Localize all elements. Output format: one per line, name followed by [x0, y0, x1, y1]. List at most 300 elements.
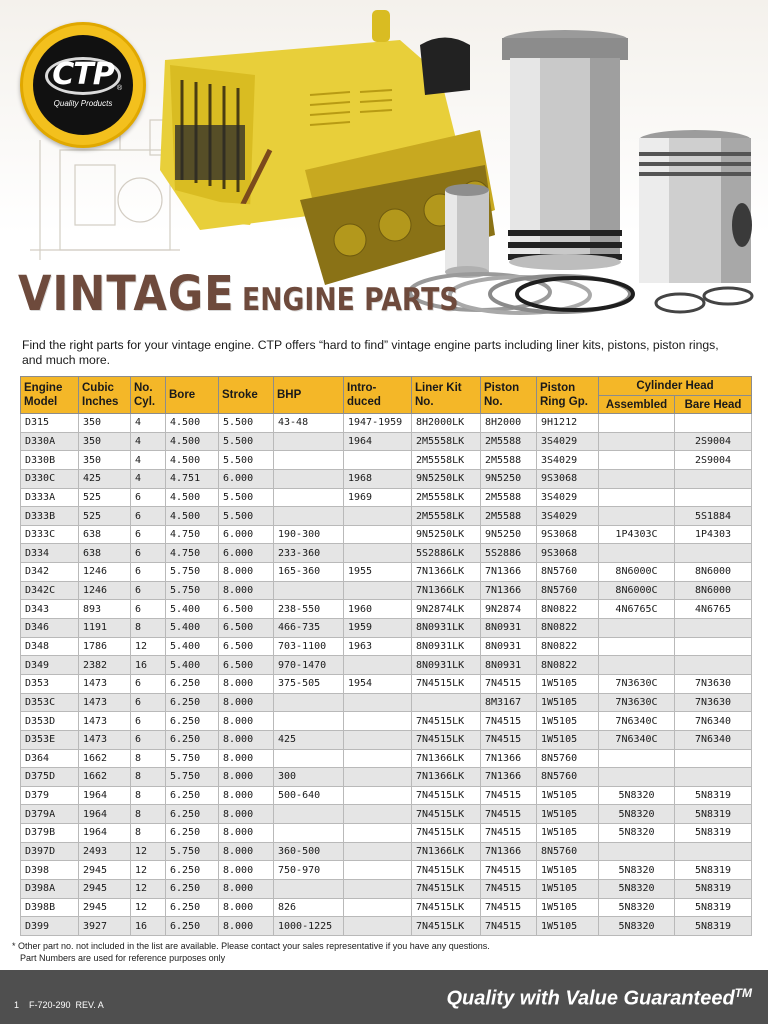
cell-liner-kit: 2M5558LK	[412, 432, 481, 451]
cell-no-cyl: 8	[131, 768, 166, 787]
cell-assembled	[599, 619, 675, 638]
cell-bore: 5.750	[166, 749, 219, 768]
cell-bore: 6.250	[166, 917, 219, 936]
cell-stroke: 8.000	[219, 581, 274, 600]
cell-stroke: 8.000	[219, 842, 274, 861]
cell-liner-kit: 7N4515LK	[412, 824, 481, 843]
cell-assembled	[599, 488, 675, 507]
cell-assembled: 7N6340C	[599, 730, 675, 749]
cell-piston: 7N4515	[481, 898, 537, 917]
cell-piston-ring: 8N0822	[537, 600, 599, 619]
cell-bore: 4.500	[166, 414, 219, 433]
cell-piston: 2M5588	[481, 507, 537, 526]
col-header-cylinder-head: Cylinder Head	[599, 377, 752, 396]
cell-stroke: 8.000	[219, 917, 274, 936]
cell-bore: 6.250	[166, 786, 219, 805]
table-row	[21, 768, 752, 787]
cell-piston: 7N4515	[481, 730, 537, 749]
cell-bore: 4.500	[166, 488, 219, 507]
cell-bore: 5.750	[166, 581, 219, 600]
table-row	[21, 749, 752, 768]
cell-bare-head	[675, 749, 752, 768]
cell-stroke: 8.000	[219, 693, 274, 712]
cell-bare-head	[675, 656, 752, 675]
cell-bhp	[274, 824, 344, 843]
cell-piston-ring: 9H1212	[537, 414, 599, 433]
cell-bore: 6.250	[166, 693, 219, 712]
cell-engine-model: D333B	[21, 507, 79, 526]
table-row	[21, 656, 752, 675]
cell-bare-head: 7N3630	[675, 674, 752, 693]
cell-stroke: 6.500	[219, 656, 274, 675]
cell-bore: 4.750	[166, 544, 219, 563]
cell-engine-model: D334	[21, 544, 79, 563]
cell-bare-head: 8N6000	[675, 563, 752, 582]
table-row	[21, 674, 752, 693]
cell-no-cyl: 6	[131, 544, 166, 563]
cell-assembled: 8N6000C	[599, 563, 675, 582]
footnote-line-1: * Other part no. not included in the list are available. Please contact your sales representative if you have any questions.	[12, 941, 490, 951]
cell-assembled	[599, 656, 675, 675]
table-row	[21, 414, 752, 433]
cell-bhp	[274, 432, 344, 451]
piston-pin-illustration	[445, 184, 489, 278]
col-header-assembled: Assembled	[599, 396, 675, 414]
cell-introduced	[344, 525, 412, 544]
cell-engine-model: D349	[21, 656, 79, 675]
cell-stroke: 8.000	[219, 730, 274, 749]
cell-no-cyl: 4	[131, 414, 166, 433]
footer-bar	[0, 970, 768, 1024]
cell-engine-model: D379	[21, 786, 79, 805]
cell-cubic-inches: 1246	[79, 581, 131, 600]
cell-no-cyl: 8	[131, 619, 166, 638]
cell-cubic-inches: 1473	[79, 674, 131, 693]
parts-table	[20, 376, 752, 936]
cell-assembled: 7N3630C	[599, 674, 675, 693]
cell-engine-model: D353E	[21, 730, 79, 749]
cell-cubic-inches: 1473	[79, 712, 131, 731]
cell-bore: 6.250	[166, 898, 219, 917]
cell-cubic-inches: 1964	[79, 805, 131, 824]
cell-engine-model: D342C	[21, 581, 79, 600]
cell-assembled	[599, 451, 675, 470]
cell-piston-ring: 8N5760	[537, 563, 599, 582]
cell-no-cyl: 6	[131, 581, 166, 600]
cell-introduced: 1968	[344, 469, 412, 488]
hero-banner	[0, 0, 768, 335]
cell-engine-model: D346	[21, 619, 79, 638]
cell-bare-head: 2S9004	[675, 432, 752, 451]
cell-engine-model: D333A	[21, 488, 79, 507]
table-row	[21, 861, 752, 880]
cell-liner-kit: 7N4515LK	[412, 917, 481, 936]
cell-bhp: 1000-1225	[274, 917, 344, 936]
cell-bhp: 165-360	[274, 563, 344, 582]
cell-piston-ring: 9S3068	[537, 525, 599, 544]
cell-stroke: 5.500	[219, 488, 274, 507]
cell-bare-head: 2S9004	[675, 451, 752, 470]
cell-bare-head: 8N6000	[675, 581, 752, 600]
cell-bhp: 233-360	[274, 544, 344, 563]
table-row	[21, 805, 752, 824]
cell-piston: 7N4515	[481, 824, 537, 843]
col-header-introduced: Intro-duced	[344, 377, 412, 414]
cell-piston-ring: 8N0822	[537, 637, 599, 656]
cell-piston: 2M5588	[481, 488, 537, 507]
cell-liner-kit: 7N4515LK	[412, 730, 481, 749]
cell-piston: 7N4515	[481, 861, 537, 880]
table-row	[21, 842, 752, 861]
col-header-no-cyl: No. Cyl.	[131, 377, 166, 414]
cell-piston-ring: 1W5105	[537, 917, 599, 936]
cell-piston-ring: 8N0822	[537, 619, 599, 638]
cell-stroke: 8.000	[219, 861, 274, 880]
cell-bare-head: 5N8319	[675, 786, 752, 805]
cell-engine-model: D353D	[21, 712, 79, 731]
cell-introduced: 1960	[344, 600, 412, 619]
table-row	[21, 824, 752, 843]
cell-stroke: 6.000	[219, 469, 274, 488]
table-row	[21, 637, 752, 656]
cell-bare-head	[675, 544, 752, 563]
col-header-engine-model: Engine Model	[21, 377, 79, 414]
logo-brand-text: CTP	[52, 57, 114, 92]
cell-no-cyl: 8	[131, 824, 166, 843]
cell-cubic-inches: 1964	[79, 786, 131, 805]
cell-no-cyl: 12	[131, 861, 166, 880]
table-row	[21, 600, 752, 619]
cell-piston-ring: 1W5105	[537, 880, 599, 899]
cell-liner-kit: 8N0931LK	[412, 619, 481, 638]
cell-cubic-inches: 2945	[79, 861, 131, 880]
cell-no-cyl: 6	[131, 693, 166, 712]
cell-no-cyl: 8	[131, 805, 166, 824]
table-row	[21, 451, 752, 470]
cell-piston-ring: 1W5105	[537, 693, 599, 712]
table-row	[21, 730, 752, 749]
cell-stroke: 6.000	[219, 544, 274, 563]
cell-introduced	[344, 730, 412, 749]
cell-cubic-inches: 525	[79, 507, 131, 526]
cell-piston: 8N0931	[481, 619, 537, 638]
cell-bare-head: 5N8319	[675, 805, 752, 824]
table-row	[21, 619, 752, 638]
cell-no-cyl: 12	[131, 898, 166, 917]
cell-bore: 4.500	[166, 432, 219, 451]
cell-engine-model: D315	[21, 414, 79, 433]
cylinder-liner-illustration	[502, 30, 628, 270]
cell-stroke: 8.000	[219, 786, 274, 805]
table-row	[21, 712, 752, 731]
cell-piston: 5S2886	[481, 544, 537, 563]
tractor-illustration	[160, 10, 495, 285]
cell-cubic-inches: 1964	[79, 824, 131, 843]
cell-engine-model: D342	[21, 563, 79, 582]
cell-piston-ring: 1W5105	[537, 712, 599, 731]
cell-bhp: 750-970	[274, 861, 344, 880]
cell-liner-kit: 9N2874LK	[412, 600, 481, 619]
cell-cubic-inches: 2945	[79, 898, 131, 917]
cell-bare-head: 5N8319	[675, 824, 752, 843]
cell-bare-head: 4N6765	[675, 600, 752, 619]
cell-no-cyl: 4	[131, 432, 166, 451]
cell-piston-ring: 9S3068	[537, 469, 599, 488]
cell-no-cyl: 6	[131, 488, 166, 507]
cell-introduced	[344, 712, 412, 731]
cell-piston: 9N5250	[481, 469, 537, 488]
cell-assembled: 7N6340C	[599, 712, 675, 731]
cell-piston: 8M3167	[481, 693, 537, 712]
cell-stroke: 5.500	[219, 451, 274, 470]
cell-introduced	[344, 898, 412, 917]
cell-assembled	[599, 637, 675, 656]
cell-cubic-inches: 1662	[79, 749, 131, 768]
cell-introduced	[344, 544, 412, 563]
cell-piston-ring: 1W5105	[537, 674, 599, 693]
table-row	[21, 917, 752, 936]
cell-stroke: 8.000	[219, 898, 274, 917]
cell-assembled	[599, 544, 675, 563]
cell-bhp: 500-640	[274, 786, 344, 805]
cell-engine-model: D330B	[21, 451, 79, 470]
cell-piston: 2M5588	[481, 451, 537, 470]
cell-cubic-inches: 3927	[79, 917, 131, 936]
table-row	[21, 581, 752, 600]
cell-introduced: 1959	[344, 619, 412, 638]
cell-engine-model: D330A	[21, 432, 79, 451]
cell-cubic-inches: 2945	[79, 880, 131, 899]
table-row	[21, 693, 752, 712]
cell-stroke: 6.500	[219, 619, 274, 638]
cell-liner-kit: 2M5558LK	[412, 451, 481, 470]
cell-bare-head: 5N8319	[675, 880, 752, 899]
cell-piston-ring: 8N5760	[537, 581, 599, 600]
cell-liner-kit: 7N4515LK	[412, 805, 481, 824]
cell-cubic-inches: 350	[79, 451, 131, 470]
cell-bare-head	[675, 768, 752, 787]
cell-assembled: 1P4303C	[599, 525, 675, 544]
table-row	[21, 525, 752, 544]
table-row	[21, 880, 752, 899]
cell-bare-head: 5S1884	[675, 507, 752, 526]
cell-no-cyl: 6	[131, 674, 166, 693]
cell-engine-model: D353	[21, 674, 79, 693]
cell-bore: 6.250	[166, 824, 219, 843]
ctp-logo	[20, 22, 146, 148]
cell-piston-ring: 3S4029	[537, 432, 599, 451]
col-header-piston-ring: Piston Ring Gp.	[537, 377, 599, 414]
cell-bore: 6.250	[166, 674, 219, 693]
cell-bare-head	[675, 842, 752, 861]
col-header-liner-kit: Liner Kit No.	[412, 377, 481, 414]
cell-cubic-inches: 638	[79, 525, 131, 544]
cell-piston-ring: 8N5760	[537, 842, 599, 861]
cell-no-cyl: 8	[131, 786, 166, 805]
page-title	[18, 266, 494, 330]
cell-engine-model: D364	[21, 749, 79, 768]
cell-no-cyl: 6	[131, 507, 166, 526]
cell-engine-model: D343	[21, 600, 79, 619]
footnote	[12, 940, 490, 964]
intro-paragraph: Find the right parts for your vintage engine. CTP offers “hard to find” vintage engine parts including liner kits, pistons, piston rings, and much more.	[22, 338, 719, 367]
cell-piston: 7N1366	[481, 768, 537, 787]
cell-bare-head: 5N8319	[675, 861, 752, 880]
cell-piston: 8N0931	[481, 656, 537, 675]
piston-illustration	[639, 130, 752, 283]
cell-liner-kit: 9N5250LK	[412, 525, 481, 544]
cell-liner-kit: 7N4515LK	[412, 674, 481, 693]
cell-liner-kit: 2M5558LK	[412, 488, 481, 507]
cell-bare-head: 7N6340	[675, 712, 752, 731]
logo-badge	[33, 35, 133, 135]
trademark-mark: TM	[734, 986, 752, 1000]
cell-no-cyl: 6	[131, 525, 166, 544]
cell-bhp: 826	[274, 898, 344, 917]
cell-bare-head: 7N6340	[675, 730, 752, 749]
cell-assembled	[599, 469, 675, 488]
cell-piston: 7N4515	[481, 674, 537, 693]
cell-stroke: 8.000	[219, 749, 274, 768]
cell-bore: 5.400	[166, 619, 219, 638]
cell-liner-kit: 7N4515LK	[412, 861, 481, 880]
cell-cubic-inches: 1662	[79, 768, 131, 787]
cell-assembled: 5N8320	[599, 898, 675, 917]
parts-table-body	[21, 414, 752, 936]
cell-engine-model: D379A	[21, 805, 79, 824]
slogan-text: Quality with Value Guaranteed	[446, 987, 735, 1010]
cell-cubic-inches: 1473	[79, 693, 131, 712]
cell-bore: 6.250	[166, 880, 219, 899]
cell-bare-head	[675, 469, 752, 488]
cell-liner-kit: 8N0931LK	[412, 656, 481, 675]
cell-assembled: 5N8320	[599, 880, 675, 899]
col-header-piston: Piston No.	[481, 377, 537, 414]
cell-bore: 4.500	[166, 507, 219, 526]
cell-assembled	[599, 507, 675, 526]
cell-assembled	[599, 414, 675, 433]
cell-stroke: 5.500	[219, 432, 274, 451]
cell-bhp	[274, 749, 344, 768]
cell-assembled: 4N6765C	[599, 600, 675, 619]
cell-bhp	[274, 451, 344, 470]
cell-bare-head: 7N3630	[675, 693, 752, 712]
cell-piston: 8H2000	[481, 414, 537, 433]
cell-liner-kit: 7N1366LK	[412, 581, 481, 600]
table-row	[21, 898, 752, 917]
cell-engine-model: D330C	[21, 469, 79, 488]
cell-bore: 5.750	[166, 842, 219, 861]
cell-assembled	[599, 842, 675, 861]
cell-introduced	[344, 768, 412, 787]
title-engine-parts: ENGINE PARTS	[242, 282, 459, 318]
col-header-cubic-inches: Cubic Inches	[79, 377, 131, 414]
cell-cubic-inches: 350	[79, 414, 131, 433]
cell-piston-ring: 1W5105	[537, 730, 599, 749]
cell-piston: 9N2874	[481, 600, 537, 619]
cell-bhp: 360-500	[274, 842, 344, 861]
cell-bhp: 190-300	[274, 525, 344, 544]
cell-bhp: 375-505	[274, 674, 344, 693]
cell-introduced	[344, 842, 412, 861]
cell-bore: 6.250	[166, 712, 219, 731]
cell-assembled: 5N8320	[599, 824, 675, 843]
cell-liner-kit: 9N5250LK	[412, 469, 481, 488]
cell-engine-model: D348	[21, 637, 79, 656]
cell-no-cyl: 6	[131, 563, 166, 582]
cell-stroke: 6.000	[219, 525, 274, 544]
cell-no-cyl: 12	[131, 637, 166, 656]
footnote-line-2: Part Numbers are used for reference purposes only	[20, 953, 226, 963]
cell-introduced	[344, 861, 412, 880]
cell-piston-ring: 9S3068	[537, 544, 599, 563]
cell-bore: 4.751	[166, 469, 219, 488]
cell-piston: 7N1366	[481, 563, 537, 582]
cell-piston: 7N4515	[481, 917, 537, 936]
cell-bore: 5.400	[166, 637, 219, 656]
cell-bore: 6.250	[166, 730, 219, 749]
table-row	[21, 488, 752, 507]
cell-bhp: 43-48	[274, 414, 344, 433]
cell-cubic-inches: 893	[79, 600, 131, 619]
cell-liner-kit: 7N1366LK	[412, 768, 481, 787]
cell-engine-model: D398B	[21, 898, 79, 917]
cell-bore: 5.400	[166, 656, 219, 675]
cell-introduced	[344, 917, 412, 936]
cell-stroke: 8.000	[219, 805, 274, 824]
cell-liner-kit: 7N1366LK	[412, 749, 481, 768]
cell-cubic-inches: 525	[79, 488, 131, 507]
cell-piston: 9N5250	[481, 525, 537, 544]
cell-bhp	[274, 880, 344, 899]
cell-cubic-inches: 2493	[79, 842, 131, 861]
cell-bare-head: 5N8319	[675, 917, 752, 936]
document-reference: 1 F-720-290 REV. A	[14, 1000, 104, 1010]
cell-no-cyl: 12	[131, 880, 166, 899]
table-row	[21, 786, 752, 805]
cell-introduced	[344, 693, 412, 712]
cell-introduced: 1964	[344, 432, 412, 451]
cell-bore: 5.750	[166, 768, 219, 787]
cell-assembled: 5N8320	[599, 917, 675, 936]
cell-stroke: 5.500	[219, 507, 274, 526]
cell-bore: 6.250	[166, 805, 219, 824]
cell-piston-ring: 3S4029	[537, 507, 599, 526]
logo-tagline: Quality Products	[53, 99, 113, 108]
cell-bhp: 703-1100	[274, 637, 344, 656]
cell-piston-ring: 8N5760	[537, 749, 599, 768]
cell-liner-kit: 7N1366LK	[412, 563, 481, 582]
cell-stroke: 8.000	[219, 824, 274, 843]
col-header-bare-head: Bare Head	[675, 396, 752, 414]
cell-no-cyl: 4	[131, 451, 166, 470]
cell-assembled: 5N8320	[599, 861, 675, 880]
cell-liner-kit: 7N4515LK	[412, 880, 481, 899]
cell-piston: 7N1366	[481, 581, 537, 600]
cell-stroke: 5.500	[219, 414, 274, 433]
cell-engine-model: D399	[21, 917, 79, 936]
cell-assembled: 5N8320	[599, 786, 675, 805]
cell-stroke: 8.000	[219, 674, 274, 693]
cell-cubic-inches: 350	[79, 432, 131, 451]
cell-piston-ring: 1W5105	[537, 898, 599, 917]
cell-cubic-inches: 2382	[79, 656, 131, 675]
cell-piston-ring: 8N0822	[537, 656, 599, 675]
cell-introduced	[344, 749, 412, 768]
cell-liner-kit: 8N0931LK	[412, 637, 481, 656]
cell-piston-ring: 1W5105	[537, 805, 599, 824]
cell-liner-kit: 5S2886LK	[412, 544, 481, 563]
